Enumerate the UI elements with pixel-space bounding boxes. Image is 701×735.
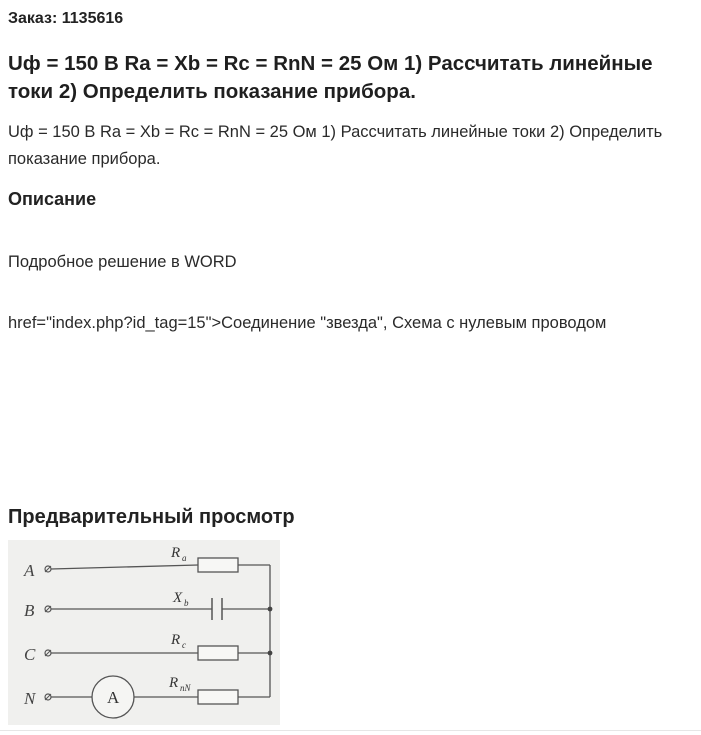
- rc-label: R: [171, 632, 181, 648]
- terminal-b-label: B: [24, 601, 35, 620]
- bottom-divider: [0, 730, 701, 731]
- ra-sub: a: [182, 553, 187, 563]
- resistor-rc: [198, 646, 238, 660]
- description-paragraph-tag: href="index.php?id_tag=15">Соединение "звезда", Схема с нулевым проводом: [8, 314, 607, 332]
- ra-label: R: [171, 545, 181, 561]
- terminal-c-label: C: [24, 645, 36, 664]
- rnn-sub: nN: [180, 683, 191, 693]
- description-heading: Описание: [8, 189, 97, 209]
- xb-sub: b: [184, 598, 189, 608]
- task-summary: Uф = 150 В Ra = Xb = Rc = RnN = 25 Ом 1) Рассчитать линейные токи 2) Определить показание прибора.: [8, 123, 663, 168]
- rnn-label: R: [169, 675, 179, 691]
- description-paragraph-word: Подробное решение в WORD: [8, 253, 237, 271]
- resistor-ra: [198, 558, 238, 572]
- circuit-diagram: [8, 540, 280, 725]
- preview-heading: Предварительный просмотр: [8, 506, 295, 528]
- terminal-a-label: A: [24, 561, 35, 580]
- terminal-n-label: N: [24, 689, 36, 708]
- resistor-rnn: [198, 690, 238, 704]
- rc-sub: c: [182, 640, 186, 650]
- xb-label: X: [173, 590, 183, 606]
- ammeter-label: A: [107, 688, 120, 707]
- order-number: Заказ: 1135616: [8, 10, 124, 27]
- page-title: Uф = 150 В Ra = Xb = Rc = RnN = 25 Ом 1) Рассчитать линейные токи 2) Определить показание прибора.: [8, 52, 653, 103]
- circuit-preview-image: [8, 540, 280, 725]
